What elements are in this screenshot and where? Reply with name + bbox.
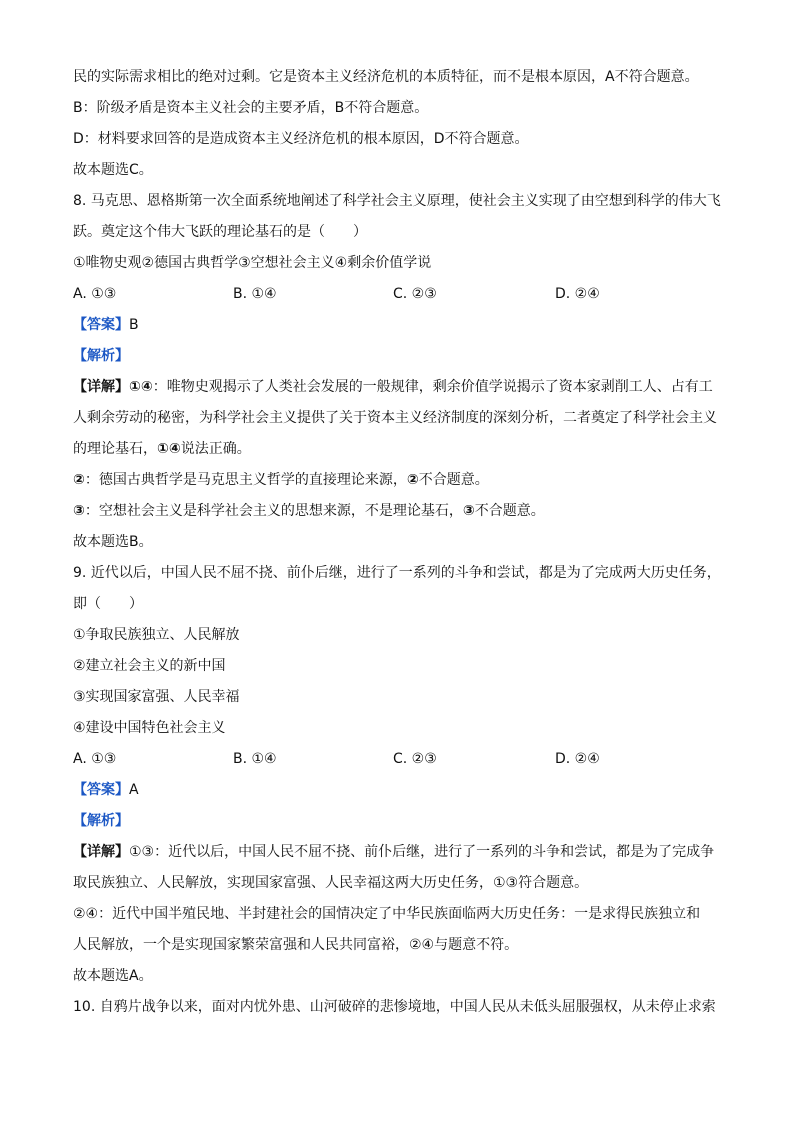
answer-value: B (129, 317, 139, 333)
text-line: B：阶级矛盾是资本主义社会的主要矛盾，B不符合题意。 (73, 100, 429, 116)
q9-answer-line (73, 775, 723, 806)
q8-detail-line3 (73, 434, 723, 465)
q8-option-b: B. ①④ (233, 286, 277, 302)
q8-option-c: C. ②③ (393, 286, 437, 302)
q9-stem-line2: 即（ ） (73, 596, 143, 612)
q9-item-3: ③实现国家富强、人民幸福 (73, 689, 240, 705)
q8-analysis-line (73, 341, 723, 372)
q9-detail-line1 (73, 837, 723, 868)
q9-detail-line2: 取民族独立、人民解放，实现国家富强、人民幸福这两大历史任务，①③符合题意。 (73, 875, 589, 891)
q9-option-b: B. ①④ (233, 751, 277, 767)
text-line: 民的实际需求相比的绝对过剩。它是资本主义经济危机的本质特征，而不是根本原因，A不符合题意。 (73, 69, 699, 85)
detail-text: ：德国古典哲学是马克思主义哲学的直接理论来源， (84, 472, 407, 488)
q9-option-a: A. ①③ (73, 751, 117, 767)
detail-mark: ①④ (157, 441, 181, 457)
q9-conclusion: 故本题选A。 (73, 968, 153, 984)
q9-option-d: D. ②④ (555, 751, 600, 767)
q8-detail-line2: 人剩余劳动的秘密，为科学社会主义提供了关于资本主义经济制度的深刻分析，二者奠定了科学社会主义 (73, 410, 717, 426)
q9-analysis-line (73, 806, 723, 837)
analysis-tag: 【解析】 (73, 348, 129, 364)
detail-text: ：空想社会主义是科学社会主义的思想来源，不是理论基石， (84, 503, 463, 519)
detail-text: ①③：近代以后，中国人民不屈不挠、前仆后继，进行了一系列的斗争和尝试，都是为了完成争 (129, 844, 715, 860)
q8-detail-line1 (73, 372, 723, 403)
q8-option-a: A. ①③ (73, 286, 117, 302)
analysis-tag: 【解析】 (73, 813, 129, 829)
q8-items: ①唯物史观②德国古典哲学③空想社会主义④剩余价值学说 (73, 255, 432, 271)
answer-tag: 【答案】 (73, 782, 129, 798)
q8-detail-line5 (73, 496, 723, 527)
q8-option-d: D. ②④ (555, 286, 600, 302)
q8-conclusion: 故本题选B。 (73, 534, 153, 550)
detail-mark: ③ (73, 503, 85, 519)
q10-stem-line1: 10. 自鸦片战争以来，面对内忧外患、山河破碎的悲惨境地，中国人民从未低头屈服强权，从未停止求索 (73, 999, 716, 1015)
q9-options (73, 744, 723, 775)
q8-options (73, 279, 723, 310)
q9-option-c: C. ②③ (393, 751, 437, 767)
q8-stem-line1: 8. 马克思、恩格斯第一次全面系统地阐述了科学社会主义原理，使社会主义实现了由空想到科学的伟大飞 (73, 193, 721, 209)
q9-stem-line1: 9. 近代以后，中国人民不屈不挠、前仆后继，进行了一系列的斗争和尝试，都是为了完成两大历史任务， (73, 565, 721, 581)
detail-mark: ② (73, 472, 85, 488)
detail-mark: ③ (462, 503, 475, 519)
q8-stem-line2: 跃。奠定这个伟大飞跃的理论基石的是（ ） (73, 224, 367, 240)
detail-text: 不合题意。 (474, 503, 545, 519)
text-line: D：材料要求回答的是造成资本主义经济危机的根本原因，D不符合题意。 (73, 131, 529, 147)
q9-detail-line4: 人民解放，一个是实现国家繁荣富强和人民共同富裕，②④与题意不符。 (73, 937, 519, 953)
conclusion-line: 故本题选C。 (73, 162, 153, 178)
q9-item-1: ①争取民族独立、人民解放 (73, 627, 240, 643)
answer-tag: 【答案】 (73, 317, 129, 333)
detail-text: 不合题意。 (418, 472, 489, 488)
detail-mark: ② (406, 472, 419, 488)
detail-tag: 【详解】 (73, 844, 129, 860)
detail-text: 说法正确。 (180, 441, 251, 457)
detail-mark: ①④ (129, 379, 153, 395)
q9-item-2: ②建立社会主义的新中国 (73, 658, 226, 674)
q8-detail-line4 (73, 465, 723, 496)
answer-value: A (129, 782, 139, 798)
q9-detail-line3: ②④：近代中国半殖民地、半封建社会的国情决定了中华民族面临两大历史任务：一是求得民族独立和 (73, 906, 701, 922)
q8-answer-line (73, 310, 723, 341)
q9-item-4: ④建设中国特色社会主义 (73, 720, 226, 736)
detail-text: ：唯物史观揭示了人类社会发展的一般规律，剩余价值学说揭示了资本家剥削工人、占有工 (152, 379, 713, 395)
detail-tag: 【详解】 (73, 379, 129, 395)
detail-text: 的理论基石， (73, 441, 157, 457)
document-page (73, 62, 723, 1023)
